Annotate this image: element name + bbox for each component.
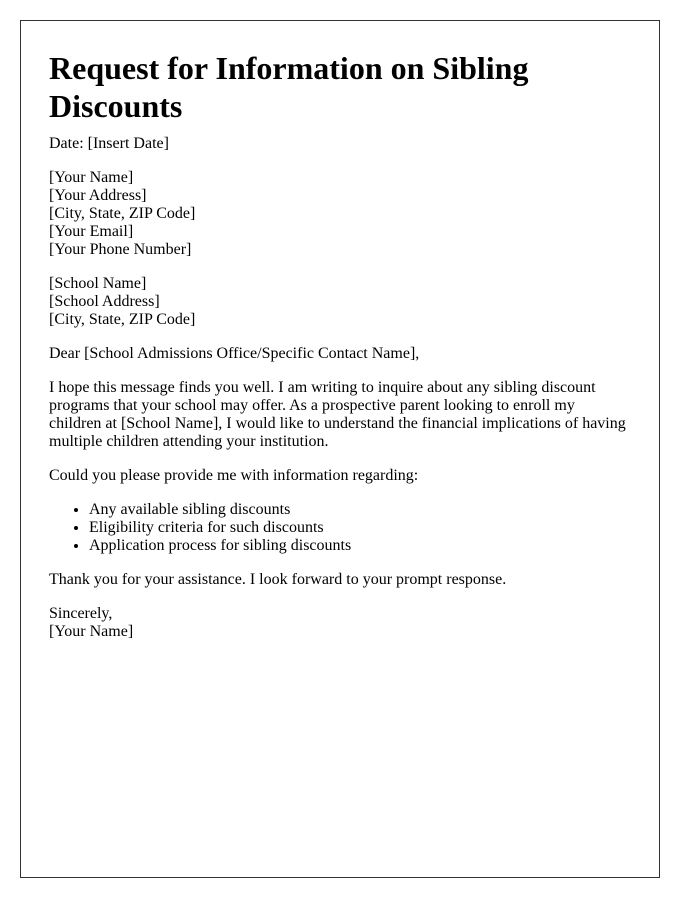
list-item: • Any available sibling discounts <box>89 501 631 519</box>
letter-title: Request for Information on Sibling Discounts <box>49 50 529 124</box>
school-name: [School Name] <box>49 275 147 292</box>
sender-address-block <box>49 169 631 259</box>
letter-date: Date: [Insert Date] <box>49 135 169 152</box>
signature-name: [Your Name] <box>49 623 134 640</box>
body-paragraph: I hope this message finds you well. I am writing to inquire about any sibling discount programs that your school may offer. As a prospective parent looking to enroll my children at [School Name], I would like to understand the financial implications of having multiple children attending your institution. <box>49 379 626 450</box>
request-intro: Could you please provide me with information regarding: <box>49 467 419 484</box>
sender-city-state-zip: [City, State, ZIP Code] <box>49 205 196 222</box>
closing: Sincerely, <box>49 605 113 622</box>
request-list <box>49 501 631 555</box>
recipient-address-block <box>49 275 631 329</box>
sender-phone: [Your Phone Number] <box>49 241 192 258</box>
list-item: • Eligibility criteria for such discounts <box>89 519 631 537</box>
sender-address: [Your Address] <box>49 187 147 204</box>
school-city-state-zip: [City, State, ZIP Code] <box>49 311 196 328</box>
thanks-paragraph: Thank you for your assistance. I look forward to your prompt response. <box>49 571 507 588</box>
sender-email: [Your Email] <box>49 223 134 240</box>
signature-block <box>49 605 631 641</box>
sender-name: [Your Name] <box>49 169 134 186</box>
letter-page <box>20 20 660 878</box>
salutation: Dear [School Admissions Office/Specific Contact Name], <box>49 345 420 362</box>
school-address: [School Address] <box>49 293 160 310</box>
list-item: • Application process for sibling discounts <box>89 537 631 555</box>
